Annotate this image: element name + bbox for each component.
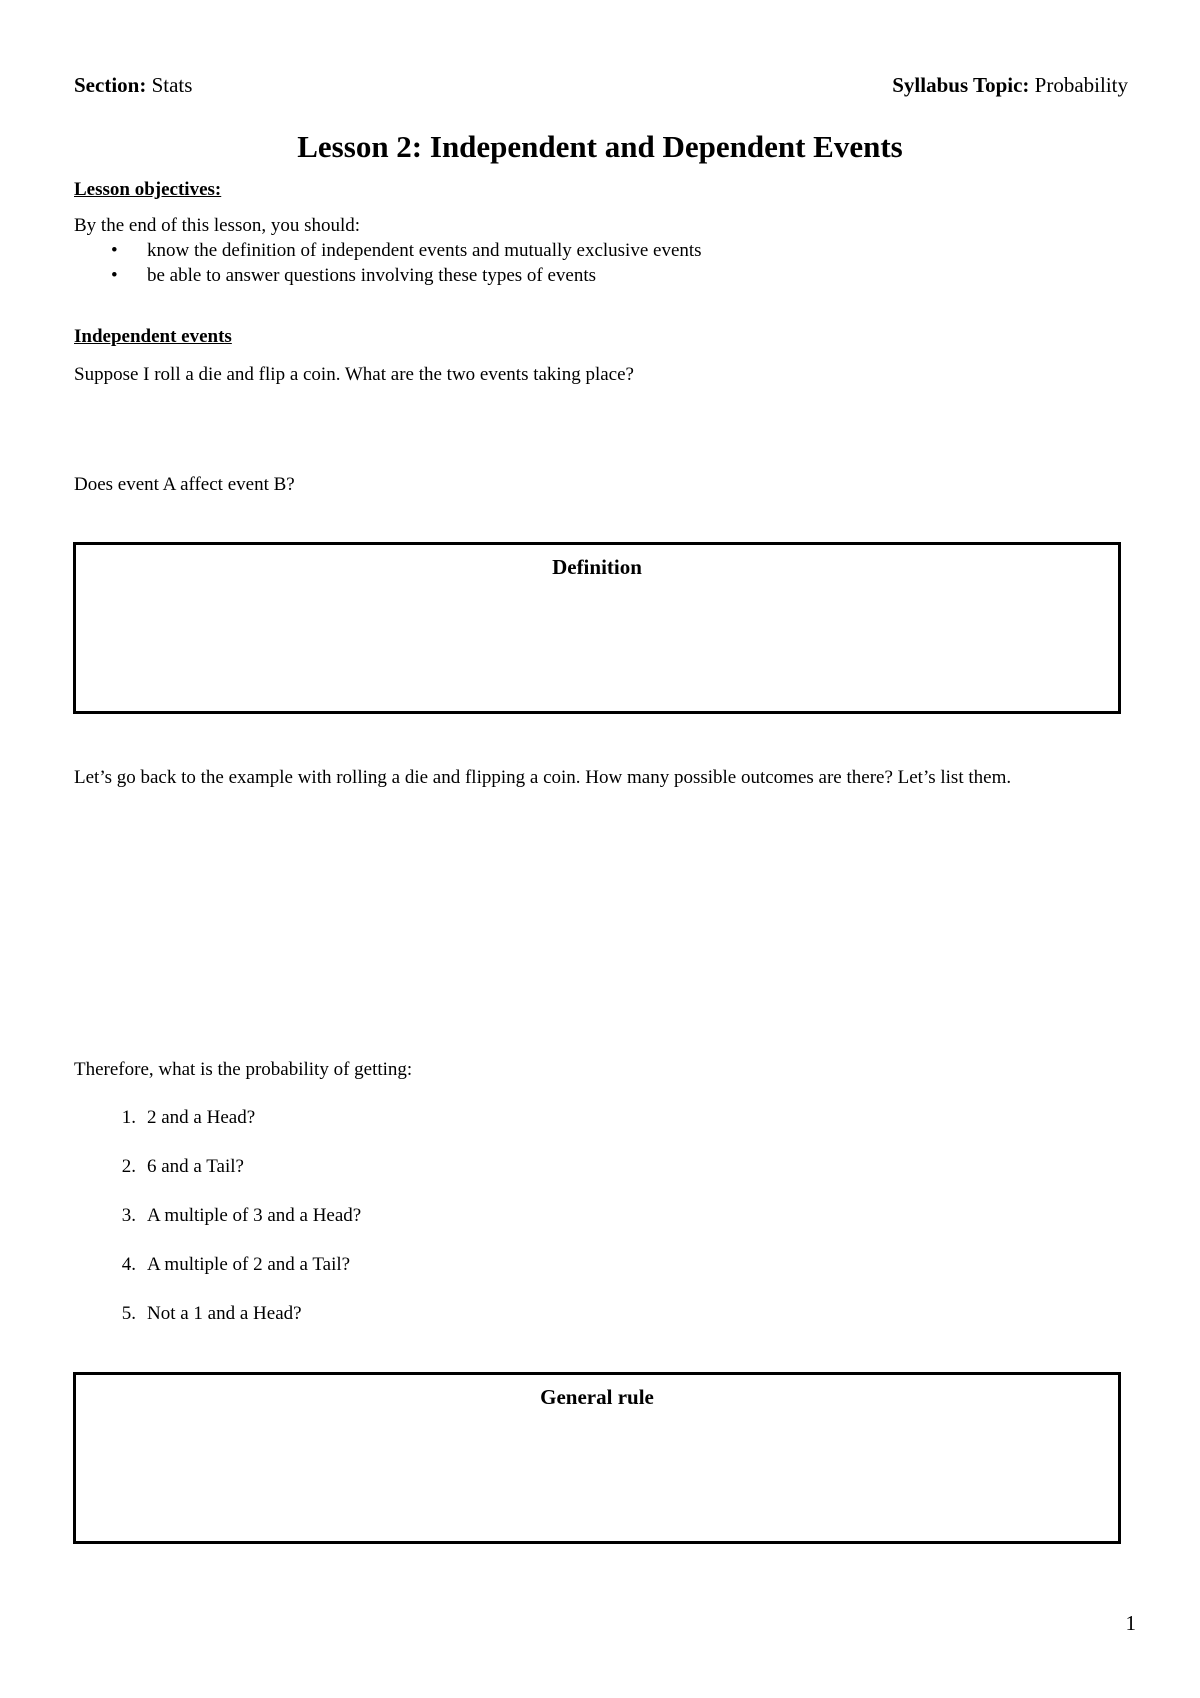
objective-text: be able to answer questions involving these types of events — [147, 265, 597, 286]
probability-list — [121, 1107, 362, 1352]
item-number: 1. — [121, 1107, 136, 1128]
page-title: Lesson 2: Independent and Dependent Events — [297, 129, 903, 164]
section-value: Stats — [151, 73, 193, 97]
list-item — [121, 1303, 361, 1352]
objectives-list — [111, 240, 702, 290]
item-text: A multiple of 3 and a Head? — [147, 1205, 362, 1226]
item-text: A multiple of 2 and a Tail? — [147, 1254, 351, 1275]
definition-box — [73, 542, 1121, 714]
list-item — [111, 240, 702, 265]
independent-events-heading: Independent events — [74, 326, 232, 347]
item-number: 3. — [121, 1205, 136, 1226]
question-two-events: Suppose I roll a die and flip a coin. What are the two events taking place? — [74, 364, 634, 385]
general-rule-box — [73, 1372, 1121, 1544]
objective-text: know the definition of independent events and mutually exclusive events — [147, 240, 702, 261]
question-affect: Does event A affect event B? — [74, 474, 295, 495]
item-number: 5. — [121, 1303, 136, 1324]
page-number: 1 — [1125, 1611, 1136, 1635]
section-label: Section: — [74, 73, 147, 97]
bullet-icon: • — [111, 265, 118, 286]
outcomes-prompt: Let’s go back to the example with rolling a die and flipping a coin. How many possible outcomes are there? Let’s list them. — [74, 767, 1012, 788]
syllabus-topic-header — [892, 73, 1128, 98]
objectives-heading: Lesson objectives: — [74, 179, 222, 200]
definition-title: Definition — [552, 555, 642, 579]
section-header — [74, 73, 192, 98]
item-number: 2. — [121, 1156, 136, 1177]
bullet-icon: • — [111, 240, 118, 261]
list-item — [121, 1254, 361, 1303]
list-item — [121, 1107, 361, 1156]
general-rule-title: General rule — [540, 1385, 654, 1409]
list-item — [121, 1156, 361, 1205]
item-number: 4. — [121, 1254, 136, 1275]
probability-intro: Therefore, what is the probability of getting: — [74, 1059, 413, 1080]
list-item — [111, 265, 702, 290]
topic-value: Probability — [1034, 73, 1128, 97]
item-text: 2 and a Head? — [147, 1107, 256, 1128]
list-item — [121, 1205, 362, 1254]
objectives-intro: By the end of this lesson, you should: — [74, 215, 361, 236]
topic-label: Syllabus Topic: — [892, 73, 1030, 97]
item-text: 6 and a Tail? — [147, 1156, 244, 1177]
item-text: Not a 1 and a Head? — [147, 1303, 302, 1324]
